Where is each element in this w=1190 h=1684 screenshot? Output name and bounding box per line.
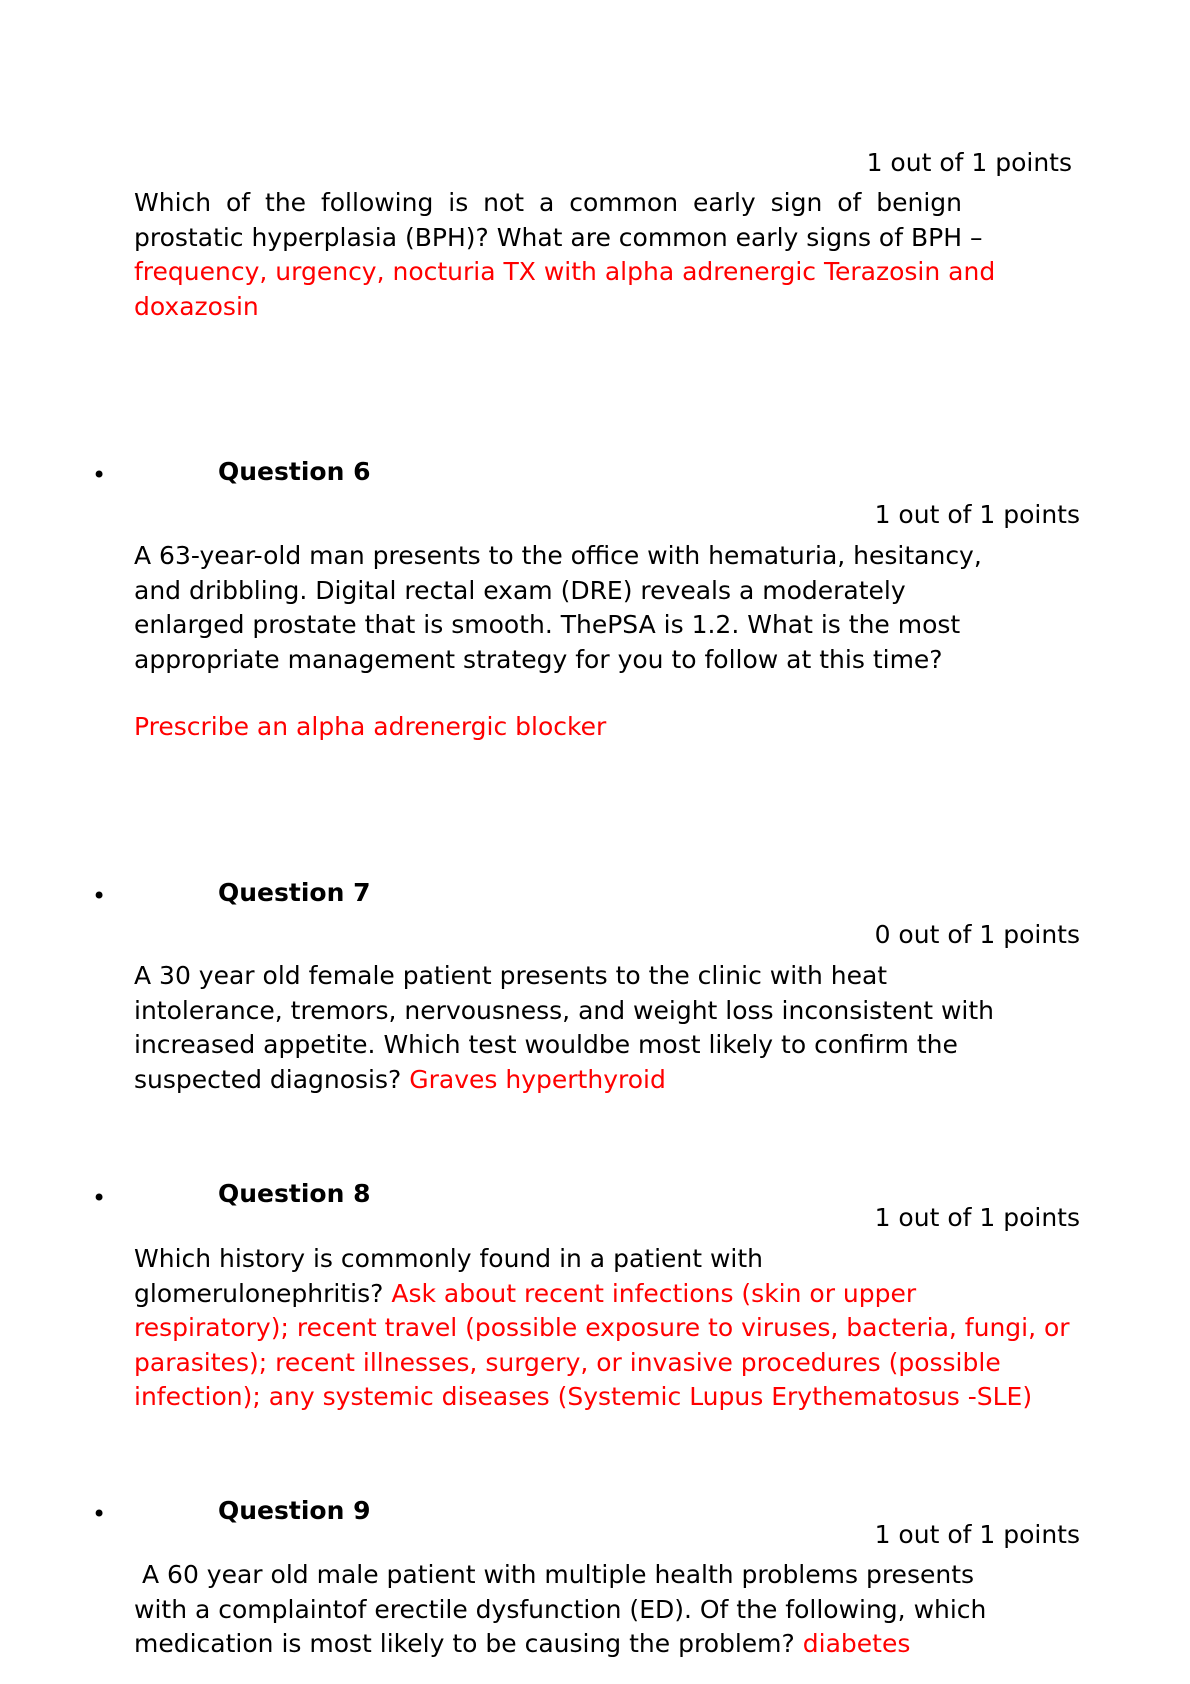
q6-body <box>134 539 1034 677</box>
q7-line-3: increased appetite. Which test wouldbe most likely to confirm the <box>134 1030 958 1059</box>
q6-line-4: appropriate management strategy for you to follow at this time? <box>134 644 943 674</box>
q7-line-2: intolerance, tremors, nervousness, and weight loss inconsistent with <box>134 995 995 1025</box>
q8-answer-line-4: parasites); recent illnesses, surgery, or invasive procedures (possible <box>134 1347 1001 1377</box>
q7-answer: Graves hyperthyroid <box>409 1064 666 1094</box>
q6-answer: Prescribe an alpha adrenergic blocker <box>134 712 607 741</box>
q8-bullet-icon: • <box>92 1184 107 1212</box>
q5-body <box>134 186 996 324</box>
q9-line-3-wrap <box>134 1627 1054 1662</box>
q6-line-1: A 63-year-old man presents to the office with hematuria, hesitancy, <box>134 541 982 570</box>
q6-points: 1 out of 1 points <box>874 500 1080 529</box>
q7-bullet-icon: • <box>92 882 107 910</box>
q8-answer-line-3: respiratory); recent travel (possible exposure to viruses, bacteria, fungi, or <box>134 1313 1070 1342</box>
q5-points: 1 out of 1 points <box>866 148 1072 177</box>
q7-line-1: A 30 year old female patient presents to the clinic with heat <box>134 961 888 990</box>
q8-answer-line-5: infection); any systemic diseases (Systemic Lupus Erythematosus -SLE) <box>134 1382 1033 1411</box>
q7-points: 0 out of 1 points <box>874 920 1080 949</box>
q7-line-4-wrap <box>134 1063 1034 1098</box>
q5-line-1: Which of the following is not a common early sign of benign <box>134 188 962 217</box>
q9-bullet-icon: • <box>92 1500 107 1528</box>
q8-body <box>134 1242 1070 1415</box>
q7-title: Question 7 <box>218 878 371 907</box>
q9-answer: diabetes <box>802 1629 911 1658</box>
q8-line-2: glomerulonephritis? <box>134 1278 384 1308</box>
q8-line-2-wrap <box>134 1277 1054 1312</box>
q7-body <box>134 959 1034 1097</box>
q6-line-2: and dribbling. Digital rectal exam (DRE) reveals a moderately <box>134 575 906 605</box>
q9-title: Question 9 <box>218 1496 371 1525</box>
q9-line-1: A 60 year old male patient with multiple health problems presents <box>142 1560 975 1589</box>
q9-points: 1 out of 1 points <box>874 1520 1080 1549</box>
q5-line-3: frequency, urgency, nocturia TX with alpha adrenergic Terazosin and <box>134 257 996 286</box>
q8-points: 1 out of 1 points <box>874 1203 1080 1232</box>
q7-line-4: suspected diagnosis? <box>134 1064 402 1094</box>
q9-line-3: medication is most likely to be causing the problem? <box>134 1629 795 1658</box>
q9-body <box>134 1558 1054 1662</box>
q6-bullet-icon: • <box>92 461 107 489</box>
q5-line-4: doxazosin <box>134 291 259 321</box>
q9-line-2: with a complaintof erectile dysfunction (ED). Of the following, which <box>134 1594 987 1624</box>
q6-line-3: enlarged prostate that is smooth. ThePSA is 1.2. What is the most <box>134 610 961 639</box>
q8-answer-line-2: Ask about recent infections (skin or upper <box>391 1278 917 1308</box>
q6-title: Question 6 <box>218 457 371 486</box>
q5-line-2: prostatic hyperplasia (BPH)? What are common early signs of BPH – <box>134 222 983 252</box>
q8-line-1: Which history is commonly found in a patient with <box>134 1244 764 1273</box>
q8-title: Question 8 <box>218 1179 371 1208</box>
